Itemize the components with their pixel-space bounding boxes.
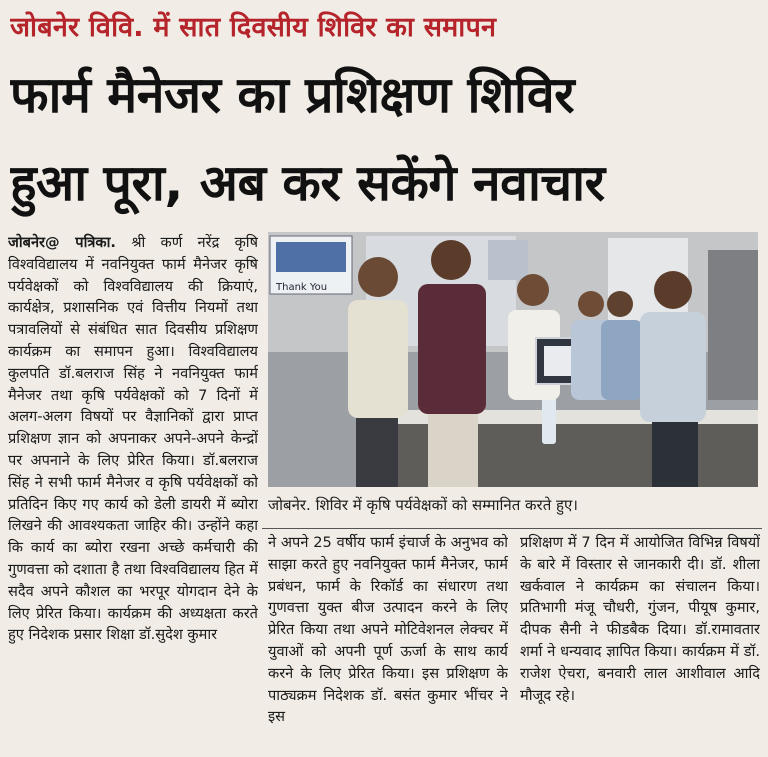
article-column-3 — [520, 532, 760, 752]
article-kicker: जोबनेर विवि. में सात दिवसीय शिविर का समापन — [10, 12, 497, 43]
caption-divider — [262, 528, 762, 529]
column-3-text: प्रशिक्षण में 7 दिन में आयोजित विभिन्न विषयों के बारे में विस्तार से जानकारी दी। डॉ. शीला खर्कवाल ने कार्यक्रम का संचालन किया। प्रतिभागी मंजू चौधरी, गुंजन, पीयूष कुमार, दीपक सैनी ने फीडबैक दिया। डॉ.रामावतार शर्मा ने धन्यवाद ज्ञापित किया। कार्यक्रम में डॉ. राजेश ऐचरा, बनवारी लाल आशीवाल आदि मौजूद रहे। — [520, 534, 760, 704]
article-column-2 — [268, 532, 508, 752]
photo-caption: जोबनेर. शिविर में कृषि पर्यवेक्षकों को सम्मानित करते हुए। — [268, 496, 578, 514]
banner-text: Thank You — [276, 282, 328, 293]
column-2-text: ने अपने 25 वर्षीय फार्म इंचार्ज के अनुभव को साझा करते हुए नवनियुक्त फार्म मैनेजर, फार्म प्रबंधन, फार्म के रिकॉर्ड का संधारण तथा गुणवत्ता युक्त बीज उत्पादन करने के लिए प्रेरित किया तथा अपने मोटिवेशनल लेक्चर में युवाओं को अपनी पूर्ण ऊर्जा के साथ कार्य करने के लिए प्रेरित किया। इस प्रशिक्षण के पाठ्यक्रम निदेशक डॉ. बसंत कुमार भींचर ने इस — [268, 534, 508, 726]
dateline: जोबनेर@ पत्रिका. — [8, 234, 116, 251]
news-photo — [268, 232, 758, 487]
headline-line-1: फार्म मैनेजर का प्रशिक्षण शिविर — [10, 66, 575, 124]
column-1-text: श्री कर्ण नरेंद्र कृषि विश्वविद्यालय में नवनियुक्त फार्म मैनेजर कृषि पर्यवेक्षकों को विश्वविद्यालय की क्रियाएं, कार्यक्षेत्र, प्रशासनिक एवं वित्तीय नियमों तथा पत्रावलियों से संबंधित सात दिवसीय प्रशिक्षण कार्यक्रम का समापन हुआ। विश्वविद्यालय कुलपति डॉ.बलराज सिंह ने नवनियुक्त फार्म मैनेजर तथा कृषि पर्यवेक्षकों को 7 दिनों में अलग-अलग विषयों पर वैज्ञानिकों द्वारा प्राप्त प्रशिक्षण ज्ञान को अपनाकर अपने-अपने केन्द्रों पर अपनाने के लिए प्रेरित किया। डॉ.बलराज सिंह ने सभी फार्म मैनेजर व कृषि पर्यवेक्षकों को प्रतिदिन किए गए कार्य को डेली डायरी में ब्योरा लिखने की आवश्यकता जाहिर की। उन्होंने कहा कि कार्य का ब्योरा रखना अच्छे कर्मचारी की गुणवत्ता को दशाता है तथा विश्वविद्यालय हित में सदैव अपने कौशल का भरपूर योगदान देने के लिए प्रेरित किया। कार्यक्रम की अध्यक्षता करते हुए निदेशक प्रसार शिक्षा डॉ.सुदेश कुमार — [8, 234, 258, 644]
headline-line-2: हुआ पूरा, अब कर सकेंगे नवाचार — [10, 154, 605, 212]
article-column-1 — [8, 232, 258, 752]
award-ceremony-photo — [268, 232, 758, 487]
